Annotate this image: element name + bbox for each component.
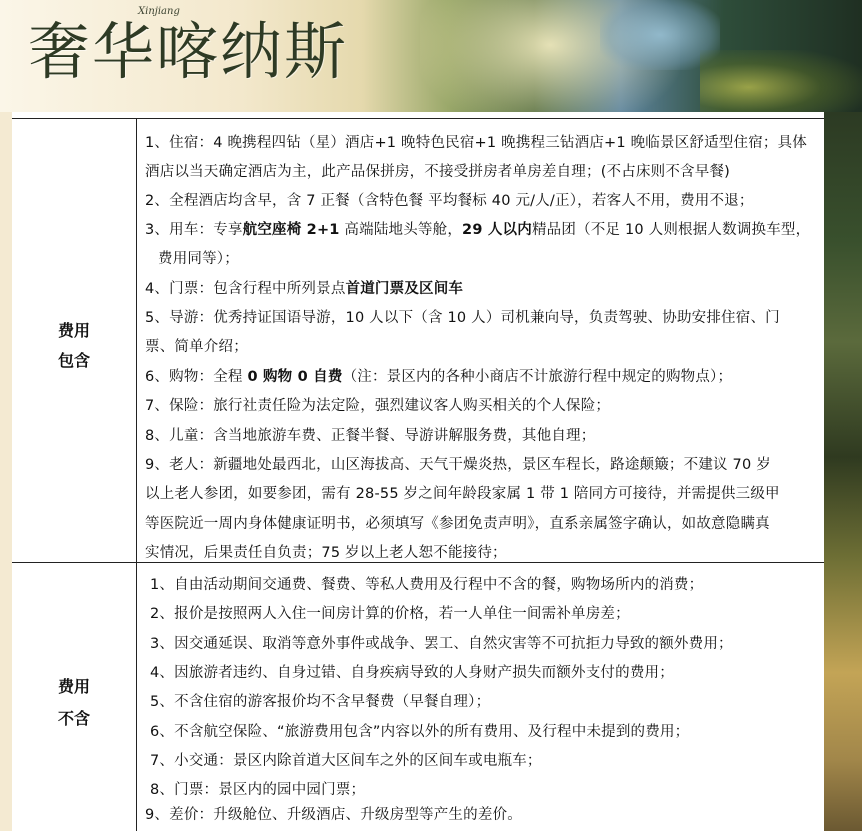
fee-included-label-line1: 费用: [57, 321, 90, 340]
included-line-6-bold: 0 购物 0 自费: [247, 369, 343, 385]
included-line-1b: 酒店以当天确定酒店为主，此产品保拼房，不接受拼房者单房差自理；(不占床则不含早餐): [145, 164, 731, 180]
included-line-5b: 票、简单介绍；: [145, 339, 248, 355]
fee-table: [12, 112, 824, 831]
banner-subtitle: Xinjiang: [138, 6, 180, 17]
excluded-line-6: 6、不含航空保险、“旅游费用包含”内容以外的所有费用、及行程中未提到的费用；: [150, 724, 690, 740]
excluded-line-7: 7、小交通：景区内除首道大区间车之外的区间车或电瓶车；: [150, 753, 542, 769]
included-line-6: [145, 365, 732, 386]
included-line-3-text-e: 精品团（不足 10 人则根据人数调换车型，: [531, 222, 811, 238]
included-line-9: 9、老人：新疆地处最西北，山区海拔高、天气干燥炎热，景区车程长，路途颠簸；不建议 70 岁: [145, 457, 771, 473]
fee-included-section: [12, 119, 824, 562]
included-line-3-bold-a: 航空座椅 2+1: [242, 222, 340, 238]
included-line-3-text-c: 高端陆地头等舱，: [339, 222, 463, 238]
excluded-line-2: 2、报价是按照两人入住一间房计算的价格，若一人单住一间需补单房差；: [150, 606, 630, 622]
background-photo-strip: [822, 112, 862, 831]
included-line-6-rest: （注：景区内的各种小商店不计旅游行程中规定的购物点）；: [342, 369, 733, 385]
included-line-3b: 费用同等）；: [158, 251, 239, 267]
included-line-4-text: 4、门票：包含行程中所列景点: [145, 281, 346, 297]
included-line-2: 2、全程酒店均含早，含 7 正餐（含特色餐 平均餐标 40 元/人/正），若客人不用，费用不退；: [145, 193, 754, 209]
banner: [0, 0, 862, 112]
included-line-9b: 以上老人参团，如要参团，需有 28-55 岁之间年龄段家属 1 带 1 陪同方可接待，并需提供三级甲: [145, 486, 780, 502]
fee-excluded-label-line2: 不含: [57, 709, 90, 728]
included-line-1: 1、住宿：4 晚携程四钻（星）酒店+1 晚特色民宿+1 晚携程三钻酒店+1 晚临景区舒适型住宿；具体: [145, 135, 808, 151]
included-line-9d: 实情况，后果责任自负责；75 岁以上老人恕不能接待；: [145, 545, 507, 561]
fee-included-label: [12, 119, 137, 562]
fee-excluded-label: [12, 563, 137, 831]
included-line-8: 8、儿童：含当地旅游车费、正餐半餐、导游讲解服务费，其他自理；: [145, 428, 596, 444]
fee-excluded-label-line1: 费用: [57, 677, 90, 696]
excluded-line-8: 8、门票：景区内的园中园门票；: [150, 782, 366, 798]
excluded-line-1: 1、自由活动期间交通费、餐费、等私人费用及行程中不含的餐，购物场所内的消费；: [150, 577, 704, 593]
included-line-3: [145, 218, 810, 239]
excluded-line-3: 3、因交通延误、取消等意外事件或战争、罢工、自然灾害等不可抗拒力导致的额外费用；: [150, 636, 733, 652]
included-line-3-text-a: 3、用车：专享: [145, 222, 243, 238]
excluded-line-9: 9、差价：升级舱位、升级酒店、升级房型等产生的差价。: [145, 807, 522, 823]
included-line-9c: 等医院近一周内身体健康证明书，必须填写《参团免责声明》，直系亲属签字确认，如故意隐瞒真: [145, 516, 770, 532]
included-line-7: 7、保险：旅行社责任险为法定险，强烈建议客人购买相关的个人保险；: [145, 398, 611, 414]
banner-title: 奢华喀纳斯: [28, 15, 349, 88]
excluded-line-4: 4、因旅游者违约、自身过错、自身疾病导致的人身财产损失而额外支付的费用；: [150, 665, 674, 681]
included-line-4-bold: 首道门票及区间车: [345, 281, 464, 297]
included-line-3-bold-b: 29 人以内: [462, 222, 532, 238]
included-line-4: [145, 277, 463, 298]
banner-trees: [700, 50, 862, 112]
fee-excluded-section: [12, 563, 824, 831]
included-line-6-text: 6、购物：全程: [145, 369, 248, 385]
excluded-line-5: 5、不含住宿的游客报价均不含早餐费（早餐自理）；: [150, 694, 491, 710]
included-line-5: 5、导游：优秀持证国语导游，10 人以下（含 10 人）司机兼向导，负责驾驶、协助安排住宿、门: [145, 310, 780, 326]
fee-included-label-line2: 包含: [57, 351, 90, 370]
